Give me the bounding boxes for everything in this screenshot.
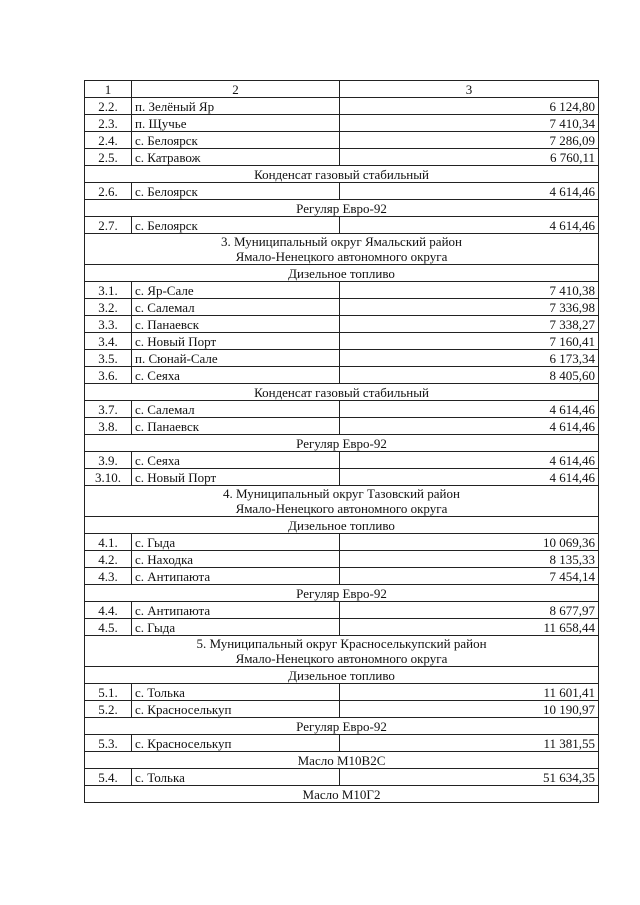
settlement-name: с. Сеяха <box>132 452 340 469</box>
section-row <box>85 486 599 517</box>
row-number: 2.4. <box>85 132 132 149</box>
price-value: 6 173,34 <box>340 350 599 367</box>
settlement-name: с. Яр-Сале <box>132 282 340 299</box>
row-number: 2.7. <box>85 217 132 234</box>
price-value: 4 614,46 <box>340 418 599 435</box>
table-row <box>85 568 599 585</box>
settlement-name: с. Антипаюта <box>132 602 340 619</box>
price-value: 10 190,97 <box>340 701 599 718</box>
price-value: 8 405,60 <box>340 367 599 384</box>
settlement-name: с. Гыда <box>132 619 340 636</box>
row-number: 3.4. <box>85 333 132 350</box>
settlement-name: с. Панаевск <box>132 418 340 435</box>
settlement-name: с. Толька <box>132 684 340 701</box>
price-value: 7 160,41 <box>340 333 599 350</box>
fuel-type-row <box>85 166 599 183</box>
fuel-type-row <box>85 435 599 452</box>
row-number: 3.8. <box>85 418 132 435</box>
fuel-type-row <box>85 200 599 217</box>
price-value: 11 601,41 <box>340 684 599 701</box>
fuel-type-row <box>85 517 599 534</box>
table-row <box>85 735 599 752</box>
row-number: 4.4. <box>85 602 132 619</box>
row-number: 3.1. <box>85 282 132 299</box>
table-row <box>85 401 599 418</box>
section-heading-line-2: Ямало-Ненецкого автономного округа <box>235 249 448 264</box>
table-row <box>85 619 599 636</box>
price-value: 7 286,09 <box>340 132 599 149</box>
row-number: 3.5. <box>85 350 132 367</box>
table-row <box>85 217 599 234</box>
table-row <box>85 418 599 435</box>
price-value: 6 124,80 <box>340 98 599 115</box>
settlement-name: п. Щучье <box>132 115 340 132</box>
table-row <box>85 701 599 718</box>
fuel-type-heading: Дизельное топливо <box>85 265 599 282</box>
fuel-type-heading: Дизельное топливо <box>85 667 599 684</box>
settlement-name: с. Белоярск <box>132 183 340 200</box>
settlement-name: с. Белоярск <box>132 132 340 149</box>
fuel-type-row <box>85 585 599 602</box>
price-value: 4 614,46 <box>340 452 599 469</box>
price-value: 7 338,27 <box>340 316 599 333</box>
section-row <box>85 234 599 265</box>
table-row <box>85 149 599 166</box>
table-row <box>85 183 599 200</box>
table-row <box>85 367 599 384</box>
section-heading-line-1: 5. Муниципальный округ Красноселькупский район <box>196 636 487 651</box>
price-value: 8 677,97 <box>340 602 599 619</box>
fuel-type-heading: Конденсат газовый стабильный <box>85 384 599 401</box>
price-value: 7 410,38 <box>340 282 599 299</box>
section-heading-line-2: Ямало-Ненецкого автономного округа <box>235 651 448 666</box>
row-number: 4.5. <box>85 619 132 636</box>
row-number: 4.1. <box>85 534 132 551</box>
section-row <box>85 636 599 667</box>
row-number: 4.2. <box>85 551 132 568</box>
row-number: 3.7. <box>85 401 132 418</box>
settlement-name: п. Зелёный Яр <box>132 98 340 115</box>
price-value: 7 454,14 <box>340 568 599 585</box>
fuel-type-row <box>85 265 599 282</box>
fuel-type-heading: Регуляр Евро-92 <box>85 435 599 452</box>
price-value: 7 336,98 <box>340 299 599 316</box>
fuel-type-heading: Масло М10Г2 <box>85 786 599 803</box>
row-number: 3.3. <box>85 316 132 333</box>
table-row <box>85 316 599 333</box>
table-row <box>85 452 599 469</box>
table-row <box>85 115 599 132</box>
row-number: 2.3. <box>85 115 132 132</box>
fuel-type-heading: Конденсат газовый стабильный <box>85 166 599 183</box>
price-value: 7 410,34 <box>340 115 599 132</box>
settlement-name: с. Гыда <box>132 534 340 551</box>
row-number: 5.2. <box>85 701 132 718</box>
fuel-type-heading: Дизельное топливо <box>85 517 599 534</box>
price-value: 11 381,55 <box>340 735 599 752</box>
row-number: 5.4. <box>85 769 132 786</box>
table-row <box>85 350 599 367</box>
table-row <box>85 551 599 568</box>
settlement-name: с. Панаевск <box>132 316 340 333</box>
section-heading-line-1: 3. Муниципальный округ Ямальский район <box>221 234 462 249</box>
table-row <box>85 769 599 786</box>
settlement-name: с. Красноселькуп <box>132 701 340 718</box>
settlement-name: с. Новый Порт <box>132 333 340 350</box>
table-row <box>85 333 599 350</box>
row-number: 2.2. <box>85 98 132 115</box>
row-number: 2.5. <box>85 149 132 166</box>
section-heading <box>85 636 599 667</box>
settlement-name: с. Новый Порт <box>132 469 340 486</box>
settlement-name: п. Сюнай-Сале <box>132 350 340 367</box>
row-number: 5.1. <box>85 684 132 701</box>
price-value: 4 614,46 <box>340 401 599 418</box>
table-row <box>85 602 599 619</box>
settlement-name: с. Салемал <box>132 299 340 316</box>
row-number: 3.2. <box>85 299 132 316</box>
section-heading-line-2: Ямало-Ненецкого автономного округа <box>235 501 448 516</box>
section-heading <box>85 234 599 265</box>
table-row <box>85 282 599 299</box>
fuel-type-heading: Регуляр Евро-92 <box>85 718 599 735</box>
table-row <box>85 469 599 486</box>
price-value: 8 135,33 <box>340 551 599 568</box>
row-number: 3.6. <box>85 367 132 384</box>
table-row <box>85 534 599 551</box>
price-value: 4 614,46 <box>340 217 599 234</box>
row-number: 3.9. <box>85 452 132 469</box>
price-value: 6 760,11 <box>340 149 599 166</box>
settlement-name: с. Катравож <box>132 149 340 166</box>
price-value: 4 614,46 <box>340 183 599 200</box>
settlement-name: с. Красноселькуп <box>132 735 340 752</box>
header-col-2: 2 <box>132 81 340 98</box>
settlement-name: с. Антипаюта <box>132 568 340 585</box>
price-value: 11 658,44 <box>340 619 599 636</box>
fuel-type-row <box>85 786 599 803</box>
fuel-type-heading: Регуляр Евро-92 <box>85 585 599 602</box>
table-row <box>85 684 599 701</box>
fuel-type-row <box>85 384 599 401</box>
table-row <box>85 299 599 316</box>
price-value: 51 634,35 <box>340 769 599 786</box>
fuel-type-row <box>85 752 599 769</box>
settlement-name: с. Белоярск <box>132 217 340 234</box>
price-table-body <box>85 81 599 803</box>
settlement-name: с. Находка <box>132 551 340 568</box>
table-row <box>85 132 599 149</box>
section-heading-line-1: 4. Муниципальный округ Тазовский район <box>223 486 460 501</box>
price-value: 4 614,46 <box>340 469 599 486</box>
table-row <box>85 98 599 115</box>
fuel-type-row <box>85 718 599 735</box>
fuel-type-row <box>85 667 599 684</box>
section-heading <box>85 486 599 517</box>
row-number: 2.6. <box>85 183 132 200</box>
price-table <box>84 80 599 803</box>
fuel-type-heading: Масло М10В2С <box>85 752 599 769</box>
row-number: 4.3. <box>85 568 132 585</box>
settlement-name: с. Салемал <box>132 401 340 418</box>
price-value: 10 069,36 <box>340 534 599 551</box>
row-number: 5.3. <box>85 735 132 752</box>
header-row <box>85 81 599 98</box>
fuel-type-heading: Регуляр Евро-92 <box>85 200 599 217</box>
settlement-name: с. Сеяха <box>132 367 340 384</box>
settlement-name: с. Толька <box>132 769 340 786</box>
header-col-1: 1 <box>85 81 132 98</box>
header-col-3: 3 <box>340 81 599 98</box>
row-number: 3.10. <box>85 469 132 486</box>
